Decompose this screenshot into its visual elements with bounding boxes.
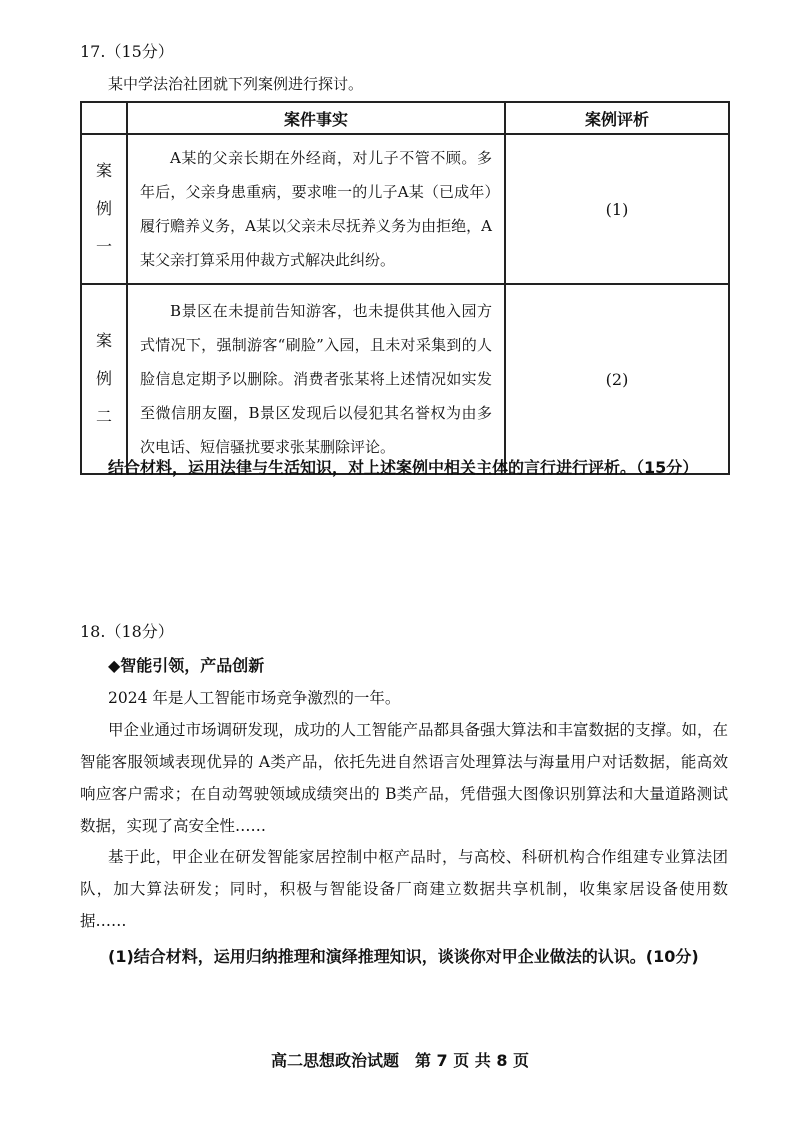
question-18-paragraph-3: 基于此，甲企业在研发智能家居控制中枢产品时，与高校、科研机构合作组建专业算法团队，加大算法研发；同时，积极与智能设备厂商建立数据共享机制，收集家居设备使用数据…… [80, 848, 728, 930]
question-17-number: 17.（15分） [80, 42, 174, 61]
question-17-intro: 某中学法治社团就下列案例进行探讨。 [108, 75, 364, 93]
question-18-number: 18.（18分） [80, 622, 174, 641]
header-case-facts: 案件事实 [127, 102, 505, 134]
case-2-fact: B景区在未提前告知游客，也未提供其他入园方式情况下，强制游客“刷脸”入园，且未对采集到的人脸信息定期予以删除。消费者张某将上述情况如实发至微信朋友圈，B景区发现后以侵犯其名誉权为由多次电话、短信骚扰要求张某删除评论。 [127, 284, 505, 474]
case-2-label: 案 例 二 [81, 284, 127, 474]
table-row [81, 134, 729, 284]
case-1-label: 案 例 一 [81, 134, 127, 284]
question-18-task: (1)结合材料，运用归纳推理和演绎推理知识，谈谈你对甲企业做法的认识。(10分) [108, 947, 699, 966]
table-row [81, 284, 729, 474]
question-17-task: 结合材料，运用法律与生活知识，对上述案例中相关主体的言行进行评析。（15分） [108, 458, 699, 477]
question-18-paragraph-2: 甲企业通过市场调研发现，成功的人工智能产品都具备强大算法和丰富数据的支撑。如，在智能客服领域表现优异的 A类产品，依托先进自然语言处理算法与海量用户对话数据，能高效响应客户需求；在自动驾驶领域成绩突出的 B类产品，凭借强大图像识别算法和大量道路测试数据，实现了高安全性…… [80, 721, 729, 835]
case-table-header-row [81, 102, 729, 134]
case-1-fact: A某的父亲长期在外经商，对儿子不管不顾。多年后，父亲身患重病，要求唯一的儿子A某（已成年）履行赡养义务，A某以父亲未尽抚养义务为由拒绝，A某父亲打算采用仲裁方式解决此纠纷。 [127, 134, 505, 284]
header-case-analysis: 案例评析 [505, 102, 729, 134]
case-2-analysis: (2) [505, 284, 729, 474]
header-blank [81, 102, 127, 134]
question-18-paragraph-1: 2024 年是人工智能市场竞争激烈的一年。 [108, 689, 401, 707]
page-footer: 高二思想政治试题 第 7 页 共 8 页 [270, 1051, 530, 1070]
question-18-subtitle: ◆智能引领，产品创新 [108, 656, 265, 675]
case-1-analysis: (1) [505, 134, 729, 284]
case-table [80, 101, 730, 475]
